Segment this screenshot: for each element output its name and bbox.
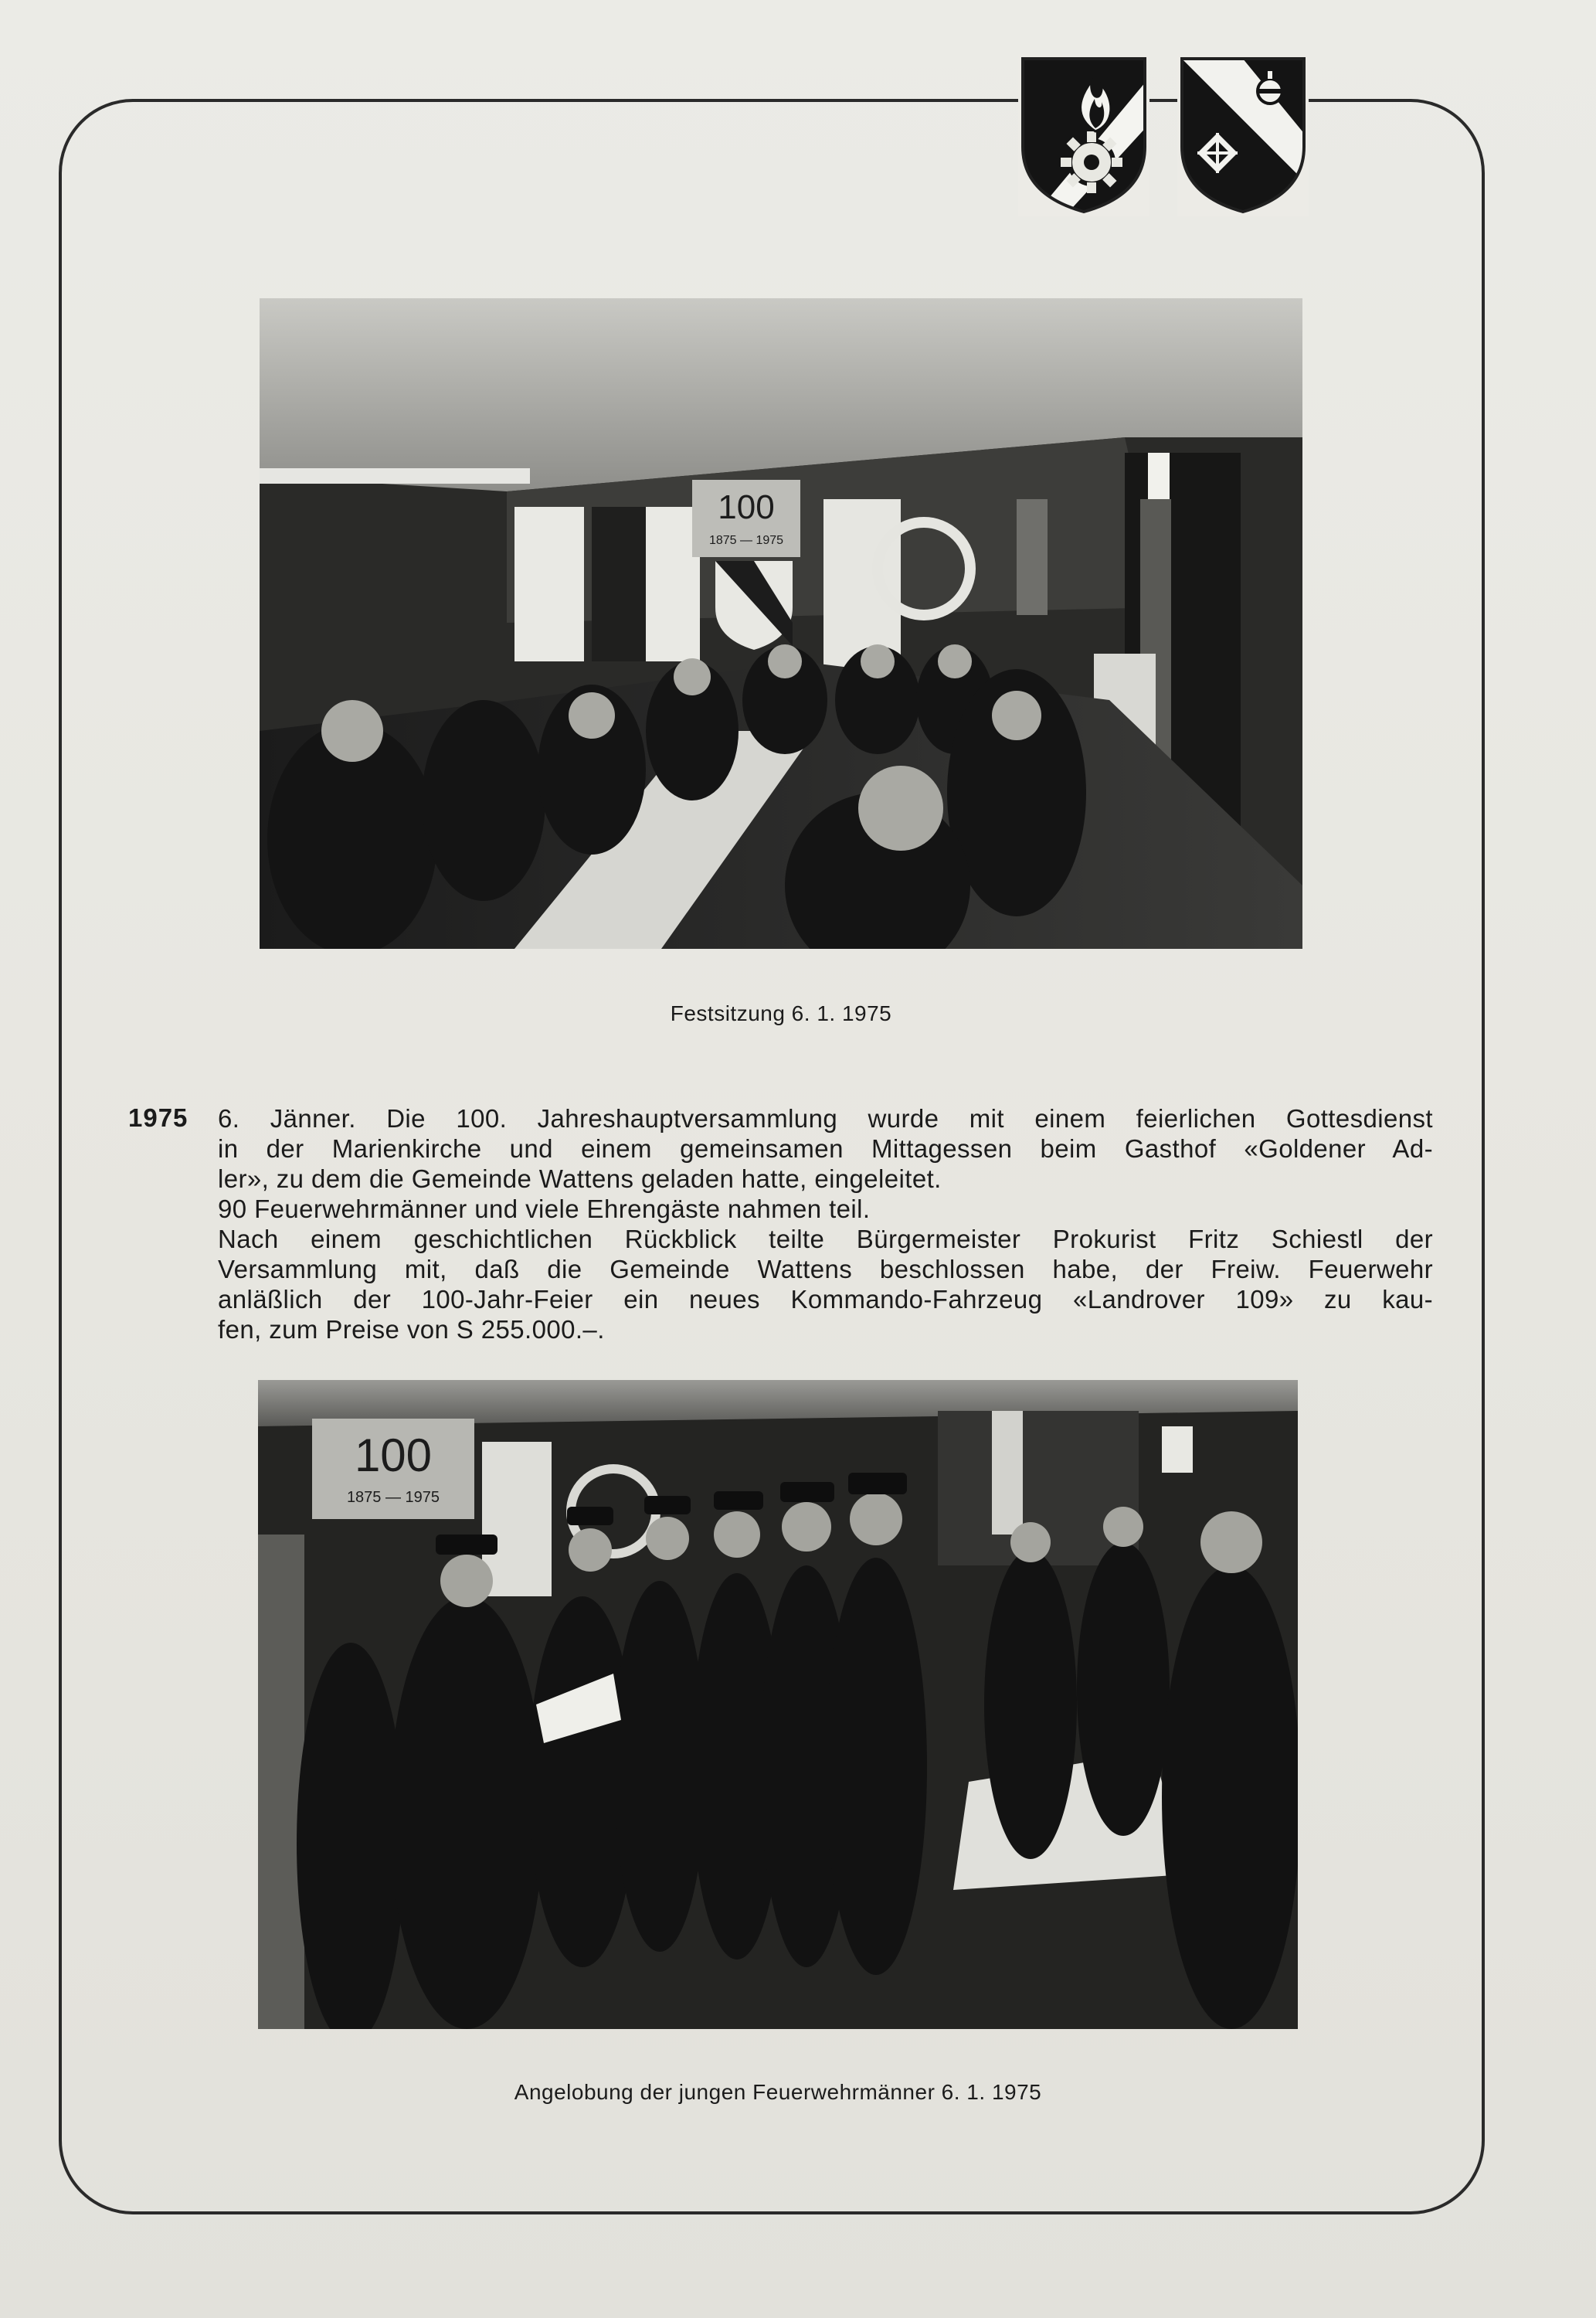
entry-line-6: Versammlung mit, daß die Gemeinde Wattens beschlossen habe, der Freiw. Feuerwehr — [218, 1255, 1433, 1283]
bottom-banner-number: 100 — [354, 1429, 433, 1481]
entry-line-3: ler», zu dem die Gemeinde Wattens geladen hatte, eingeleitet. — [218, 1164, 942, 1193]
flame-and-gear-shield-icon — [1018, 54, 1149, 216]
photo-ceremonial-meeting — [260, 298, 1302, 949]
entry-line-7: anläßlich der 100-Jahr-Feier ein neues Kommando-Fahrzeug «Landrover 109» zu kau- — [218, 1285, 1433, 1314]
caption-top-photo: Festsitzung 6. 1. 1975 — [670, 1001, 892, 1025]
caption-bottom-photo: Angelobung der jungen Feuerwehrmänner 6. 1. 1975 — [514, 2080, 1042, 2104]
fire-brigade-coat-of-arms — [1018, 54, 1149, 216]
ceremonial-meeting-photo-image — [260, 298, 1302, 949]
entry-line-4: 90 Feuerwehrmänner und viele Ehrengäste nahmen teil. — [218, 1195, 871, 1223]
entry-year: 1975 — [128, 1103, 188, 1132]
top-banner-years: 1875 — 1975 — [708, 534, 784, 547]
entry-line-2: in der Marienkirche und einem gemeinsamen Mittagessen beim Gasthof «Goldener Ad- — [218, 1134, 1433, 1163]
bottom-banner-years: 1875 — 1975 — [346, 1489, 440, 1506]
entry-line-1: 6. Jänner. Die 100. Jahreshauptversammlung wurde mit einem feierlichen Gottesdienst — [218, 1104, 1433, 1133]
swearing-in-photo-image — [258, 1380, 1298, 2029]
photo-swearing-in — [258, 1380, 1298, 2029]
top-banner-number: 100 — [718, 488, 775, 526]
municipality-coat-of-arms — [1177, 54, 1309, 216]
entry-line-5: Nach einem geschichtlichen Rückblick teilte Bürgermeister Prokurist Fritz Schiestl der — [218, 1225, 1433, 1253]
diagonal-band-shield-icon — [1177, 54, 1309, 216]
entry-line-8: fen, zum Preise von S 255.000.–. — [218, 1315, 605, 1344]
